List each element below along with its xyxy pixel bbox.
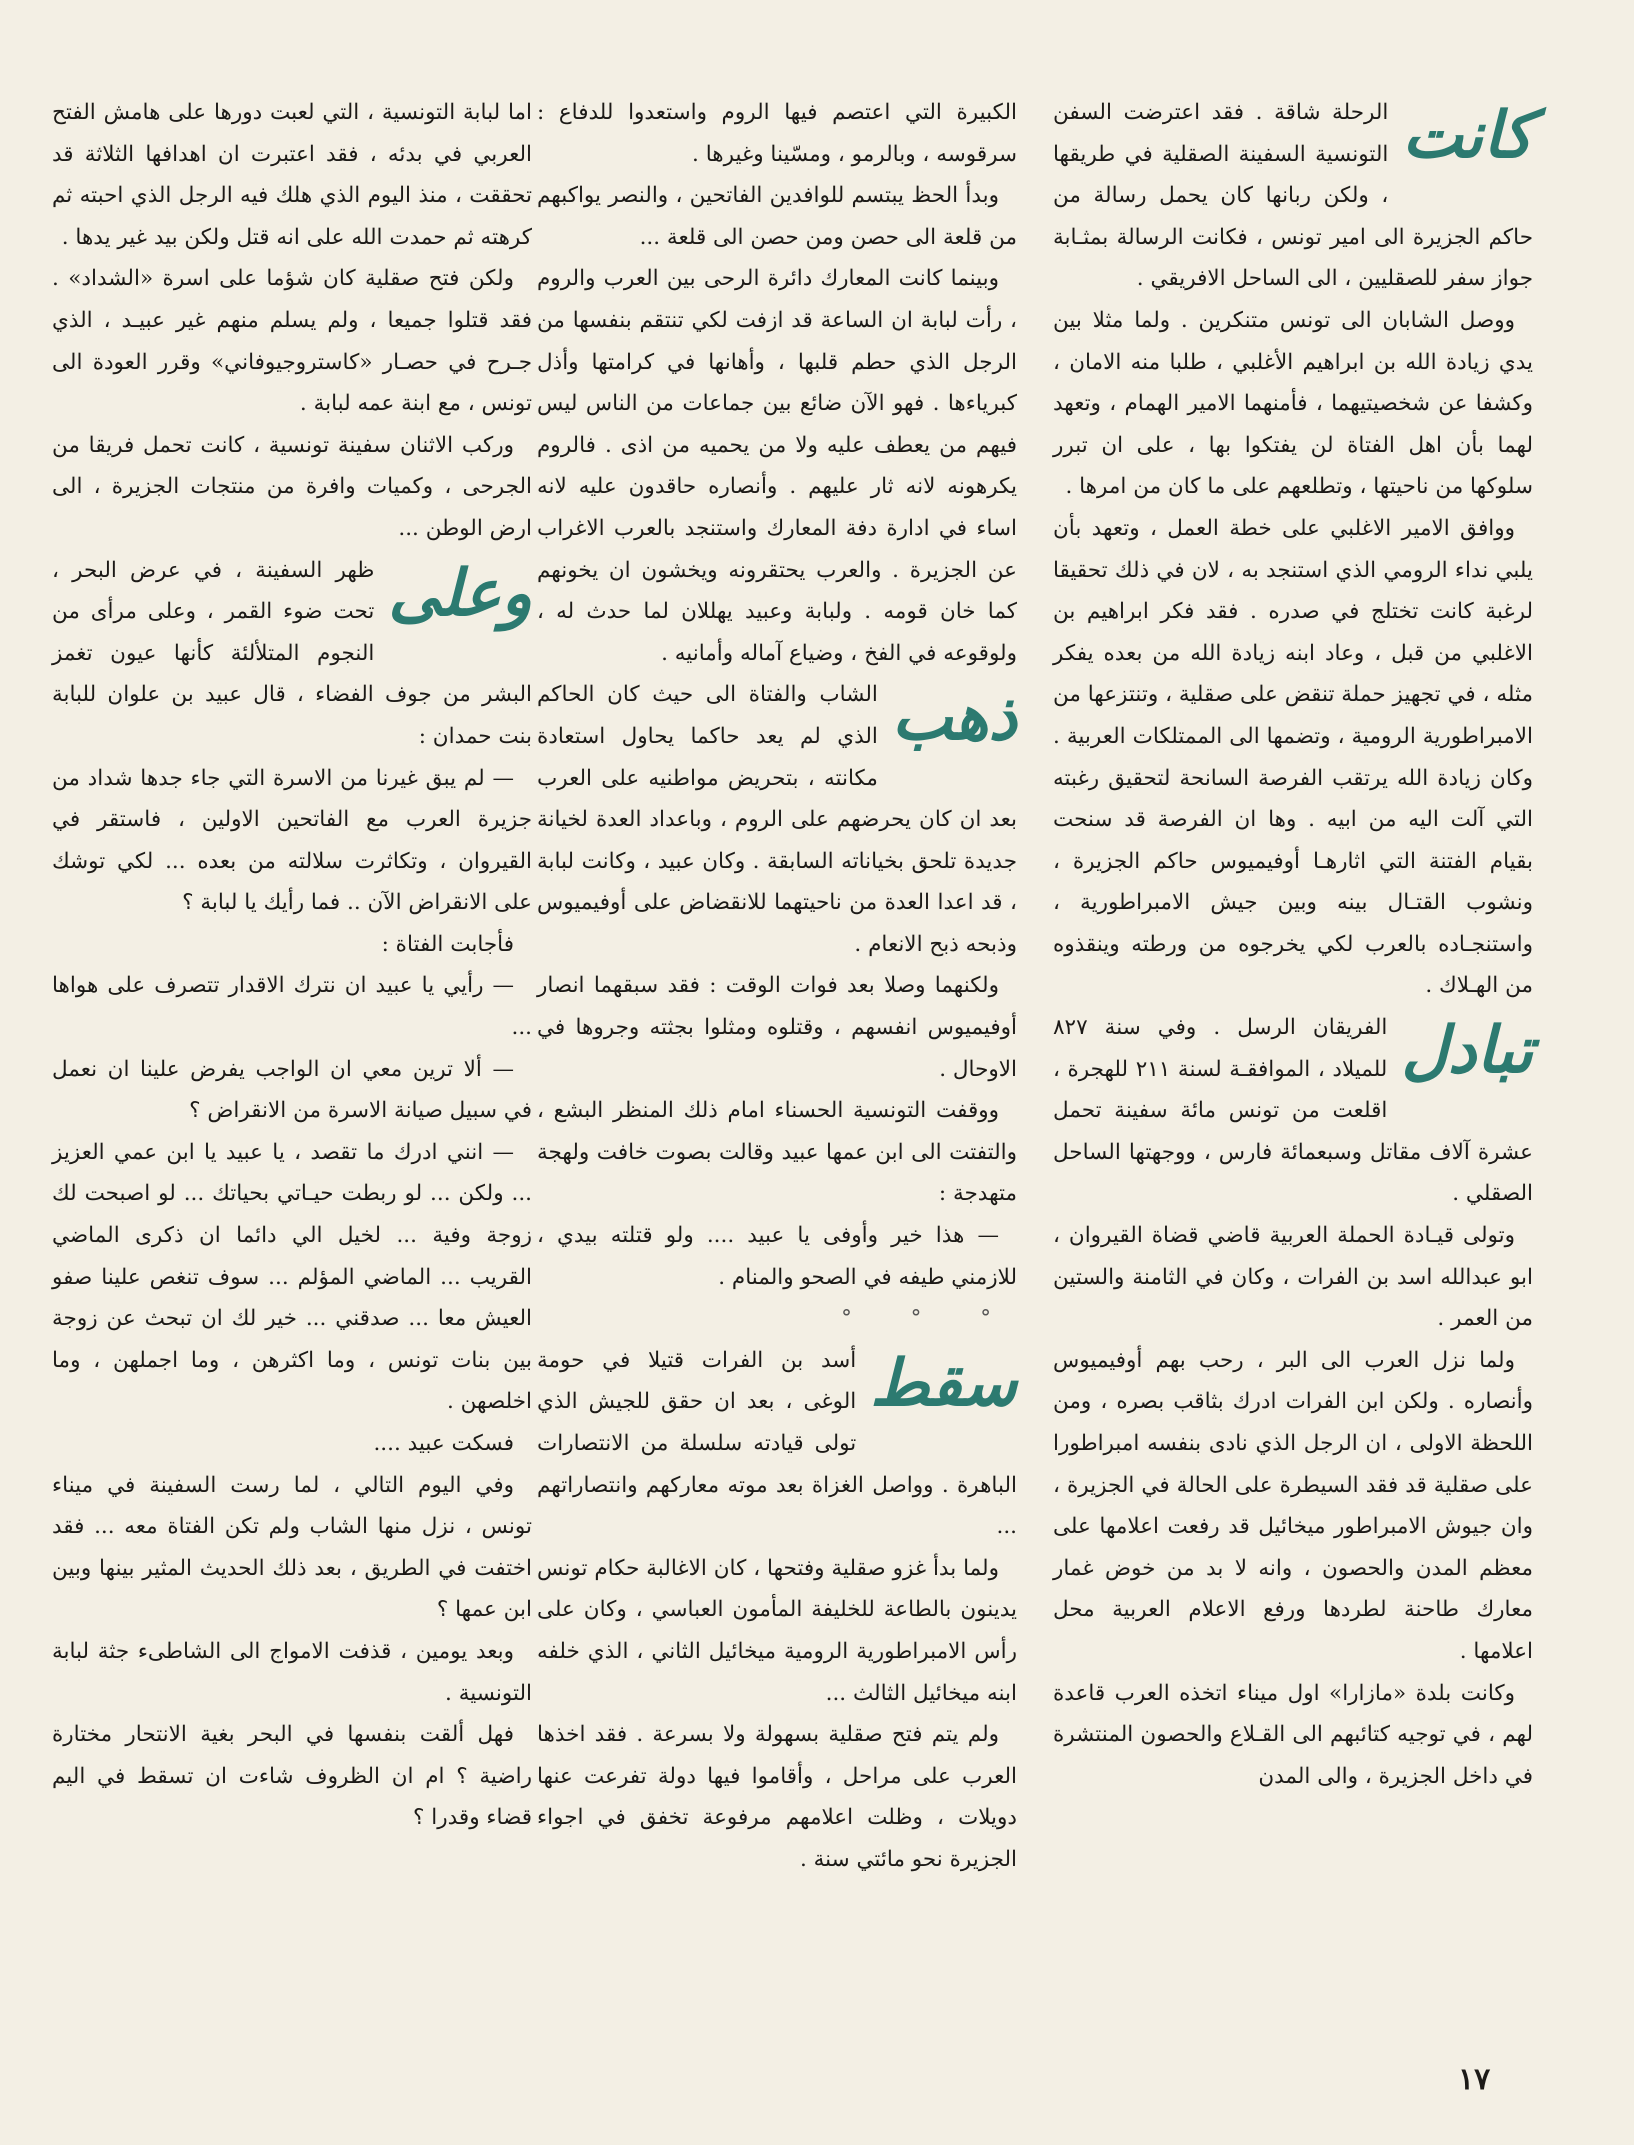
paragraph-text: وركب الاثنان سفينة تونسية ، كانت تحمل فريقا من الجرحى ، وكميات وافرة من منتجات الجزيرة ، الى ارض الوطن ... (52, 432, 532, 541)
paragraph (537, 674, 1017, 965)
paragraph-text: الرحلة شاقة . فقد اعترضت السفن التونسية السفينة الصقلية في طريقها ، ولكن ربانها كان يحمل رسالة من حاكم الجزيرة الى امير تونس ، فكانت الرسالة بمثـابة جواز سفر للصقليين ، الى الساحل الافريقي . (1053, 100, 1533, 292)
paragraph-text: فهل ألقت بنفسها في البحر بغية الانتحار مختارة راضية ؟ ام ان الظروف شاءت ان تسقط في اليم قضاء وقدرا ؟ (52, 1722, 532, 1831)
drop-word: سقط (870, 1346, 1017, 1421)
paragraph-text: فسكت عبيد .... (373, 1431, 514, 1456)
paragraph (52, 258, 532, 424)
paragraph (52, 1631, 532, 1714)
paragraph-text: وتولى قيـادة الحملة العربية قاضي قضاة القيروان ، ابو عبدالله اسد بن الفرات ، وكان في الثامنة والستين من العمر . (1053, 1223, 1533, 1332)
paragraph (537, 1548, 1017, 1714)
paragraph-text: — رأيي يا عبيد ان نترك الاقدار تتصرف على هواها ... (52, 973, 532, 1041)
paragraph-text: ووقفت التونسية الحسناء امام ذلك المنظر البشع ، والتفتت الى ابن عمها عبيد وقالت بصوت خافت ولهجة متهدجة : (537, 1098, 1017, 1207)
page-number: ١٧ (1458, 2062, 1491, 2097)
paragraph (537, 175, 1017, 258)
paragraph-text: وكانت بلدة «مازارا» اول ميناء اتخذه العرب قاعدة لهم ، في توجيه كتائبهم الى القـلاع والحصون المنتشرة في داخل الجزيرة ، والى المدن (1053, 1680, 1533, 1789)
paragraph-text: ولما نزل العرب الى البر ، رحب بهم أوفيميوس وأنصاره . ولكن ابن الفرات ادرك بثاقب بصره ، ومن اللحظة الاولى ، ان الرجل الذي نادى بنفسه امبراطورا على صقلية قد فقد السيطرة على الحالة في الجزيرة ، وان جيوش الامبراطور ميخائيل قد رفعت اعلامها على معظم المدن والحصون ، وانه لا بد من خوض غمار معارك طاحنة لطردها ورفع الاعلام العربية محل اعلامها . (1053, 1347, 1533, 1664)
paragraph (52, 965, 532, 1048)
paragraph (1053, 1215, 1533, 1340)
paragraph (52, 1049, 532, 1132)
paragraph (1053, 1340, 1533, 1673)
paragraph (52, 550, 532, 758)
paragraph-text: وبعد يومين ، قذفت الامواج الى الشاطىء جثة لبابة التونسية . (52, 1638, 532, 1706)
paragraph (537, 965, 1017, 1090)
section-divider: ° ° ° (841, 1306, 1017, 1332)
paragraph (537, 258, 1017, 674)
paragraph (52, 1423, 532, 1465)
paragraph-text: ولم يتم فتح صقلية بسهولة ولا بسرعة . فقد اخذها العرب على مراحل ، وأقاموا فيها دولة تفرعت عنها دويلات ، وظلت اعلامهم مرفوعة تخفق في اجواء الجزيرة نحو مائتي سنة . (537, 1722, 1017, 1872)
paragraph-text: فأجابت الفتاة : (381, 931, 514, 957)
paragraph-text: ووصل الشابان الى تونس متنكرين . ولما مثلا بين يدي زيادة الله بن ابراهيم الأغلبي ، طلبا منه الامان ، وكشفا عن شخصيتيهما ، فأمنهما الامير الهمام ، وتعهد لهما بأن اهل الفتاة لن يفتكوا بها ، على ان تبرر سلوكها من ناحيتها ، وتطلعهم على ما كان من امرها . (1053, 307, 1533, 500)
paragraph (52, 758, 532, 924)
paragraph (1053, 92, 1533, 300)
paragraph-text: ووافق الامير الاغلبي على خطة العمل ، وتعهد بأن يلبي نداء الرومي الذي استنجد به ، لان في ذلك تحقيقا لرغبة كانت تختلج في صدره . فقد فكر ابراهيم بن الاغلبي من قبل ، وعاد ابنه زيادة الله من بعده يفكر مثله ، في تجهيز حملة تنقض على صقلية ، وتنتزعها من الامبراطورية الرومية ، وتضمها الى الممتلكات العربية . وكان زيادة الله يرتقب الفرصة السانحة لتحقيق رغبته التي آلت اليه من ابيه . وها ان الفرصة قد سنحت بقيام الفتنة التي اثارهـا أوفيميوس حاكم الجزيرة ، ونشوب القتـال بينه وبين جيش الامبراطورية ، واستنجـاده بالعرب لكي يخرجوه من ورطته وينقذوه من الهـلاك . (1053, 515, 1533, 999)
paragraph-text: وبينما كانت المعارك دائرة الرحى بين العرب والروم ، رأت لبابة ان الساعة قد ازفت لكي تنتقم بنفسها من الرجل الذي حطم قلبها ، وأهانها في كرامتها وأذل كبرياءها . فهو الآن ضائع بين جماعات من الناس ليس فيهم من يعطف عليه ولا من يحميه من اذى . فالروم يكرهونه لانه ثار عليهم . وأنصاره حاقدون عليه لانه اساء في ادارة دفة المعارك واستنجد بالعرب الاغراب عن الجزيرة . والعرب يحتقرونه ويخشون ان يخونهم كما خان قومه . ولبابة وعبيد يهللان لما حدث له ، ولوقوعه في الفخ ، وضياع آماله وأمانيه . (537, 266, 1017, 666)
paragraph (1053, 300, 1533, 508)
paragraph (52, 1132, 532, 1423)
paragraph-text: ظهر السفينة ، في عرض البحر ، تحت ضوء القمر ، وعلى مرأى من النجوم المتلألئة كأنها عيون تغمز البشر من جوف الفضاء ، قال عبيد بن علوان للبابة بنت حمدان : (52, 557, 532, 749)
paragraph (52, 92, 532, 258)
column-middle (537, 92, 1017, 1881)
paragraph-text: — ألا ترين معي ان الواجب يفرض علينا ان نعمل في سبيل صيانة الاسرة من الانقراض ؟ (52, 1056, 532, 1124)
paragraph-text: أسد بن الفرات قتيلا في حومة الوغى ، بعد ان حقق للجيش الذي تولى قيادته سلسلة من الانتصارات الباهرة . وواصل الغزاة بعد موته معاركهم وانتصاراتهم ... (537, 1347, 1017, 1540)
paragraph-text: ولكنهما وصلا بعد فوات الوقت : فقد سبقهما انصار أوفيميوس انفسهم ، وقتلوه ومثلوا بجثته وجروها في الاوحال . (537, 973, 1017, 1082)
paragraph (52, 1465, 532, 1631)
paragraph (52, 425, 532, 550)
paragraph (537, 92, 1017, 175)
paragraph (537, 1215, 1017, 1298)
column-left (52, 92, 532, 1839)
paragraph-text: الفريقان الرسل . وفي سنة ٨٢٧ للميلاد ، الموافقـة لسنة ٢١١ للهجرة ، اقلعت من تونس مائة سفينة تحمل عشرة آلاف مقاتل وسبعمائة فارس ، ووجهتها الساحل الصقلي . (1053, 1015, 1533, 1207)
drop-word: وعلى (388, 556, 532, 631)
paragraph (1053, 1673, 1533, 1798)
paragraph-text: الكبيرة التي اعتصم فيها الروم واستعدوا للدفاع : سرقوسه ، وبالرمو ، ومسّينا وغيرها . (537, 100, 1017, 167)
paragraph (537, 1714, 1017, 1880)
paragraph-text: ولكن فتح صقلية كان شؤما على اسرة «الشداد» . فقد قتلوا جميعا ، ولم يسلم منهم غير عبيـد ، الذي جـرح في حصـار «كاستروجيوفاني» وقرر العودة الى تونس ، مع ابنة عمه لبابة . (52, 266, 532, 417)
paragraph (1053, 508, 1533, 1007)
paragraph-text: ولما بدأ غزو صقلية وفتحها ، كان الاغالبة حكام تونس يدينون بالطاعة للخليفة المأمون العباسي ، وكان على رأس الامبراطورية الرومية ميخائيل الثاني ، الذي خلفه ابنه ميخائيل الثالث ... (537, 1555, 1017, 1706)
paragraph-text: وبدأ الحظ يبتسم للوافدين الفاتحين ، والنصر يواكبهم من قلعة الى حصن ومن حصن الى قلعة ... (537, 183, 1017, 250)
drop-word: ذهب (891, 681, 1017, 756)
paragraph (52, 1714, 532, 1839)
paragraph-text: — انني ادرك ما تقصد ، يا عبيد يا ابن عمي العزيز ... ولكن ... لو ربطت حيـاتي بحياتك ... لو اصبحت لك زوجة وفية ... لخيل الي دائما ان ذكرى الماضي القريب ... الماضي المؤلم ... سوف تنغص علينا صفو العيش معا ... صدقني ... خير لك ان تبحث عن زوجة بين بنات تونس ، وما اكثرهن ، وما اجملهن ، وما اخلصهن . (52, 1139, 532, 1415)
paragraph-text: — هذا خير وأوفى يا عبيد .... ولو قتلته بيدي ، للازمني طيفه في الصحو والمنام . (537, 1223, 1017, 1290)
drop-word: كانت (1402, 99, 1533, 173)
paragraph (52, 924, 532, 966)
paragraph-text: وفي اليوم التالي ، لما رست السفينة في ميناء تونس ، نزل منها الشاب ولم تكن الفتاة معه ... فقد اختفت في الطريق ، بعد ذلك الحديث المثير بينها وبين ابن عمها ؟ (52, 1472, 532, 1623)
paragraph (537, 1340, 1017, 1548)
drop-word: تبادل (1401, 1014, 1533, 1089)
paragraph-text: اما لبابة التونسية ، التي لعبت دورها على هامش الفتح العربي في بدئه ، فقد اعتبرت ان اهدافها الثلاثة قد تحققت ، منذ اليوم الذي هلك فيه الرجل الذي احبته ثم كرهته ثم حمدت الله على انه قتل ولكن بيد غير يدها . (52, 100, 532, 250)
column-right (1053, 92, 1533, 1797)
paragraph (537, 1090, 1017, 1215)
paragraph-text: — لم يبق غيرنا من الاسرة التي جاء جدها شداد من جزيرة العرب مع الفاتحين الاولين ، فاستقر في القيروان ، وتكاثرت سلالته من بعده ... لكي توشك على الانقراض الآن .. فما رأيك يا لبابة ؟ (52, 765, 532, 916)
paragraph (1053, 1007, 1533, 1215)
paragraph-text: الشاب والفتاة الى حيث كان الحاكم الذي لم يعد حاكما يحاول استعادة مكانته ، بتحريض مواطنيه على العرب بعد ان كان يحرضهم على الروم ، وباعداد العدة لخيانة جديدة تلحق بخياناته السابقة . وكان عبيد ، وكانت لبابة ، قد اعدا العدة من ناحيتهما للانقضاض على أوفيميوس وذبحه ذبح الانعام . (537, 682, 1017, 957)
